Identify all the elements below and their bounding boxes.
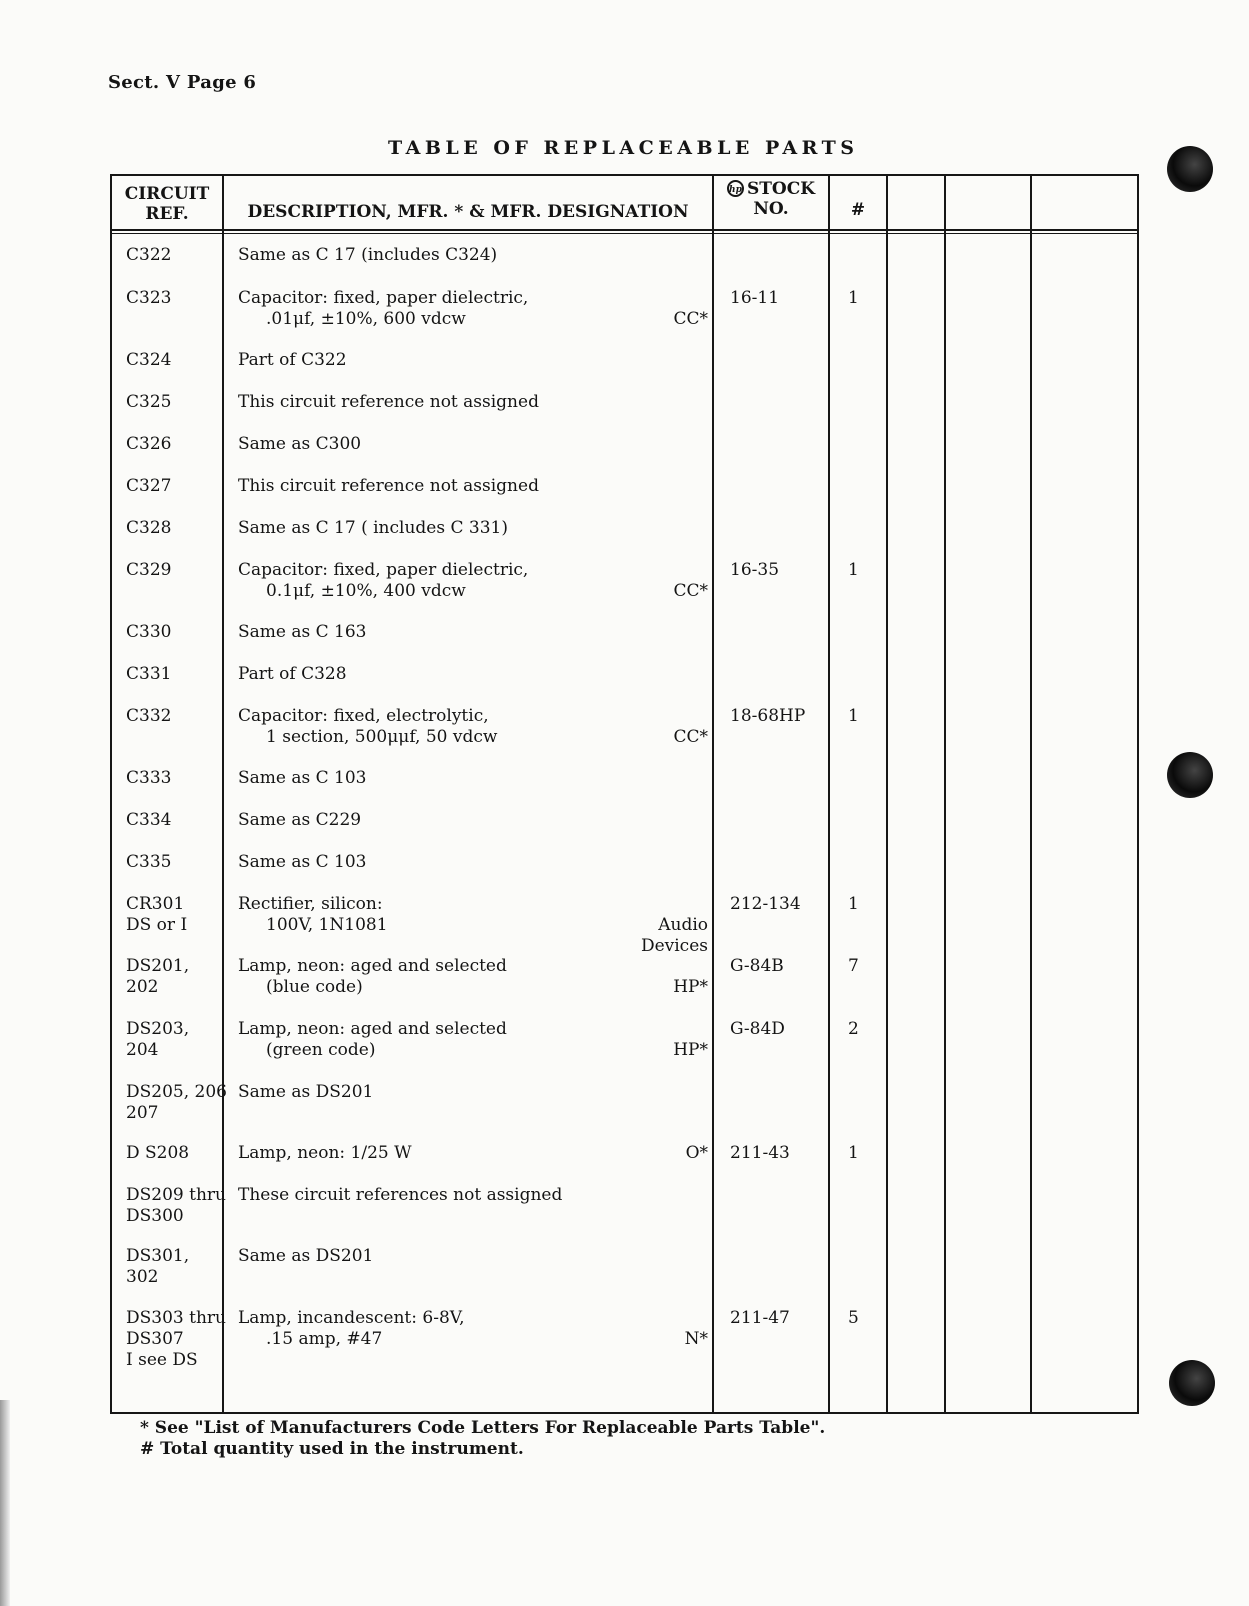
circuit-ref-line: C329 [126, 560, 172, 580]
description-line: 0.1μf, ±10%, 400 vdcw [266, 581, 466, 601]
description-line: This circuit reference not assigned [238, 476, 539, 496]
scan-edge-shadow [0, 1400, 10, 1606]
circuit-ref-cell [126, 894, 238, 936]
description-line: Same as C300 [238, 434, 362, 454]
quantity: 1 [848, 288, 859, 308]
circuit-ref-line: C331 [126, 664, 172, 684]
circuit-ref-line: 202 [126, 977, 159, 997]
stock-number: 16-35 [730, 560, 780, 580]
circuit-ref-cell [126, 476, 238, 497]
column-divider-desc [712, 176, 714, 1412]
circuit-ref-cell [126, 664, 238, 685]
circuit-ref-line: 302 [126, 1267, 159, 1287]
circuit-ref-line: C322 [126, 245, 172, 265]
circuit-ref-line: DS201, [126, 956, 190, 976]
manufacturer-code: O* [685, 1143, 708, 1163]
binder-hole-top [1167, 146, 1213, 192]
circuit-ref-line: C323 [126, 288, 172, 308]
description-cell [238, 434, 688, 455]
quantity: 1 [848, 560, 859, 580]
quantity: 2 [848, 1019, 859, 1039]
description-cell [238, 622, 688, 643]
description-line: .01μf, ±10%, 600 vdcw [266, 309, 466, 329]
manufacturer-code: CC* [673, 727, 708, 747]
quantity: 7 [848, 956, 859, 976]
column-header-circuit-ref-line1: CIRCUIT [124, 184, 210, 204]
manufacturer-code: CC* [673, 581, 708, 601]
description-line: Same as C 103 [238, 852, 367, 872]
binder-hole-middle [1167, 752, 1213, 798]
column-header-quantity: # [850, 200, 866, 220]
circuit-ref-line: C326 [126, 434, 172, 454]
description-line: Same as DS201 [238, 1082, 374, 1102]
description-line: Rectifier, silicon: [238, 894, 383, 914]
description-cell [238, 350, 688, 371]
header-rule-double [112, 233, 1137, 234]
description-cell [238, 245, 688, 266]
manufacturer-code: Audio Devices [640, 915, 708, 956]
stock-number: 211-47 [730, 1308, 790, 1328]
circuit-ref-line: C324 [126, 350, 172, 370]
header-rule [112, 229, 1137, 231]
description-cell [238, 664, 688, 685]
circuit-ref-cell [126, 392, 238, 413]
circuit-ref-line: CR301 [126, 894, 185, 914]
column-header-circuit-ref [112, 184, 222, 224]
stock-number: 211-43 [730, 1143, 790, 1163]
circuit-ref-line: I see DS [126, 1350, 198, 1370]
circuit-ref-cell [126, 1308, 238, 1371]
column-divider-blank-1 [944, 176, 946, 1412]
description-line: Part of C328 [238, 664, 347, 684]
circuit-ref-line: C330 [126, 622, 172, 642]
circuit-ref-cell [126, 350, 238, 371]
circuit-ref-cell [126, 288, 238, 309]
description-cell [238, 852, 688, 873]
stock-number: 18-68HP [730, 706, 806, 726]
circuit-ref-line: C332 [126, 706, 172, 726]
column-divider-stock [828, 176, 830, 1412]
column-header-stock-line1: STOCK [746, 179, 816, 199]
column-header-stock-no [714, 179, 828, 219]
circuit-ref-cell [126, 1019, 238, 1061]
circuit-ref-cell [126, 1082, 238, 1124]
description-cell [238, 392, 688, 413]
circuit-ref-cell [126, 1246, 238, 1288]
parts-table [110, 174, 1139, 1414]
description-line: Lamp, neon: aged and selected [238, 956, 507, 976]
circuit-ref-cell [126, 434, 238, 455]
manufacturer-code: N* [684, 1329, 708, 1349]
description-cell [238, 810, 688, 831]
stock-number: G-84D [730, 1019, 785, 1039]
circuit-ref-line: DS300 [126, 1206, 184, 1226]
circuit-ref-line: D S208 [126, 1143, 190, 1163]
circuit-ref-cell [126, 810, 238, 831]
description-line: This circuit reference not assigned [238, 392, 539, 412]
hp-logo-icon: hp [727, 180, 744, 197]
circuit-ref-line: C328 [126, 518, 172, 538]
description-line: 100V, 1N1081 [266, 915, 388, 935]
circuit-ref-line: DS203, [126, 1019, 190, 1039]
quantity: 1 [848, 1143, 859, 1163]
column-header-description: DESCRIPTION, MFR. * & MFR. DESIGNATION [247, 202, 689, 222]
circuit-ref-cell [126, 956, 238, 998]
circuit-ref-cell [126, 518, 238, 539]
description-line: Same as C 103 [238, 768, 367, 788]
stock-number: 16-11 [730, 288, 780, 308]
column-header-circuit-ref-line2: REF. [145, 204, 189, 224]
circuit-ref-line: C327 [126, 476, 172, 496]
column-divider-blank-2 [1030, 176, 1032, 1412]
circuit-ref-line: C325 [126, 392, 172, 412]
description-line: .15 amp, #47 [266, 1329, 383, 1349]
column-divider-qty [886, 176, 888, 1412]
manufacturer-code: CC* [673, 309, 708, 329]
description-line: (green code) [266, 1040, 376, 1060]
circuit-ref-cell [126, 560, 238, 581]
circuit-ref-line: 204 [126, 1040, 159, 1060]
description-line: Same as C 17 (includes C324) [238, 245, 498, 265]
description-line: Capacitor: fixed, paper dielectric, [238, 288, 529, 308]
quantity: 5 [848, 1308, 859, 1328]
circuit-ref-cell [126, 706, 238, 727]
description-cell [238, 1246, 688, 1267]
stock-number: 212-134 [730, 894, 801, 914]
description-line: Same as DS201 [238, 1246, 374, 1266]
description-line: (blue code) [266, 977, 363, 997]
description-cell [238, 768, 688, 789]
circuit-ref-line: DS205, 206 [126, 1082, 227, 1102]
circuit-ref-cell [126, 1143, 238, 1164]
description-cell [238, 1185, 688, 1206]
description-line: Lamp, incandescent: 6-8V, [238, 1308, 465, 1328]
circuit-ref-line: 207 [126, 1103, 159, 1123]
circuit-ref-line: C334 [126, 810, 172, 830]
circuit-ref-cell [126, 1185, 238, 1227]
circuit-ref-line: DS or I [126, 915, 188, 935]
circuit-ref-line: C335 [126, 852, 172, 872]
circuit-ref-line: DS307 [126, 1329, 184, 1349]
binder-hole-bottom [1169, 1360, 1215, 1406]
page-header: Sect. V Page 6 [108, 72, 257, 93]
manufacturer-code: HP* [673, 977, 708, 997]
circuit-ref-cell [126, 245, 238, 266]
description-line: Capacitor: fixed, electrolytic, [238, 706, 489, 726]
description-line: Same as C 163 [238, 622, 367, 642]
circuit-ref-cell [126, 768, 238, 789]
column-header-stock-line2: NO. [753, 199, 789, 219]
quantity: 1 [848, 894, 859, 914]
footnotes [140, 1418, 825, 1460]
description-line: Same as C229 [238, 810, 362, 830]
circuit-ref-cell [126, 852, 238, 873]
description-line: 1 section, 500μμf, 50 vdcw [266, 727, 498, 747]
description-line: Lamp, neon: 1/25 W [238, 1143, 412, 1163]
manufacturer-code: HP* [673, 1040, 708, 1060]
description-cell [238, 518, 688, 539]
circuit-ref-line: DS303 thru [126, 1308, 226, 1328]
description-cell [238, 1082, 688, 1103]
footnote-manufacturer: * See "List of Manufacturers Code Letters For Replaceable Parts Table". [140, 1418, 826, 1438]
circuit-ref-line: DS209 thru [126, 1185, 226, 1205]
circuit-ref-line: DS301, [126, 1246, 190, 1266]
description-line: Capacitor: fixed, paper dielectric, [238, 560, 529, 580]
quantity: 1 [848, 706, 859, 726]
footnote-quantity: # Total quantity used in the instrument. [140, 1439, 524, 1459]
circuit-ref-line: C333 [126, 768, 172, 788]
stock-number: G-84B [730, 956, 784, 976]
page-title: TABLE OF REPLACEABLE PARTS [388, 137, 859, 159]
circuit-ref-cell [126, 622, 238, 643]
description-cell [238, 476, 688, 497]
description-line: Part of C322 [238, 350, 347, 370]
description-line: These circuit references not assigned [238, 1185, 563, 1205]
description-line: Lamp, neon: aged and selected [238, 1019, 507, 1039]
description-line: Same as C 17 ( includes C 331) [238, 518, 508, 538]
